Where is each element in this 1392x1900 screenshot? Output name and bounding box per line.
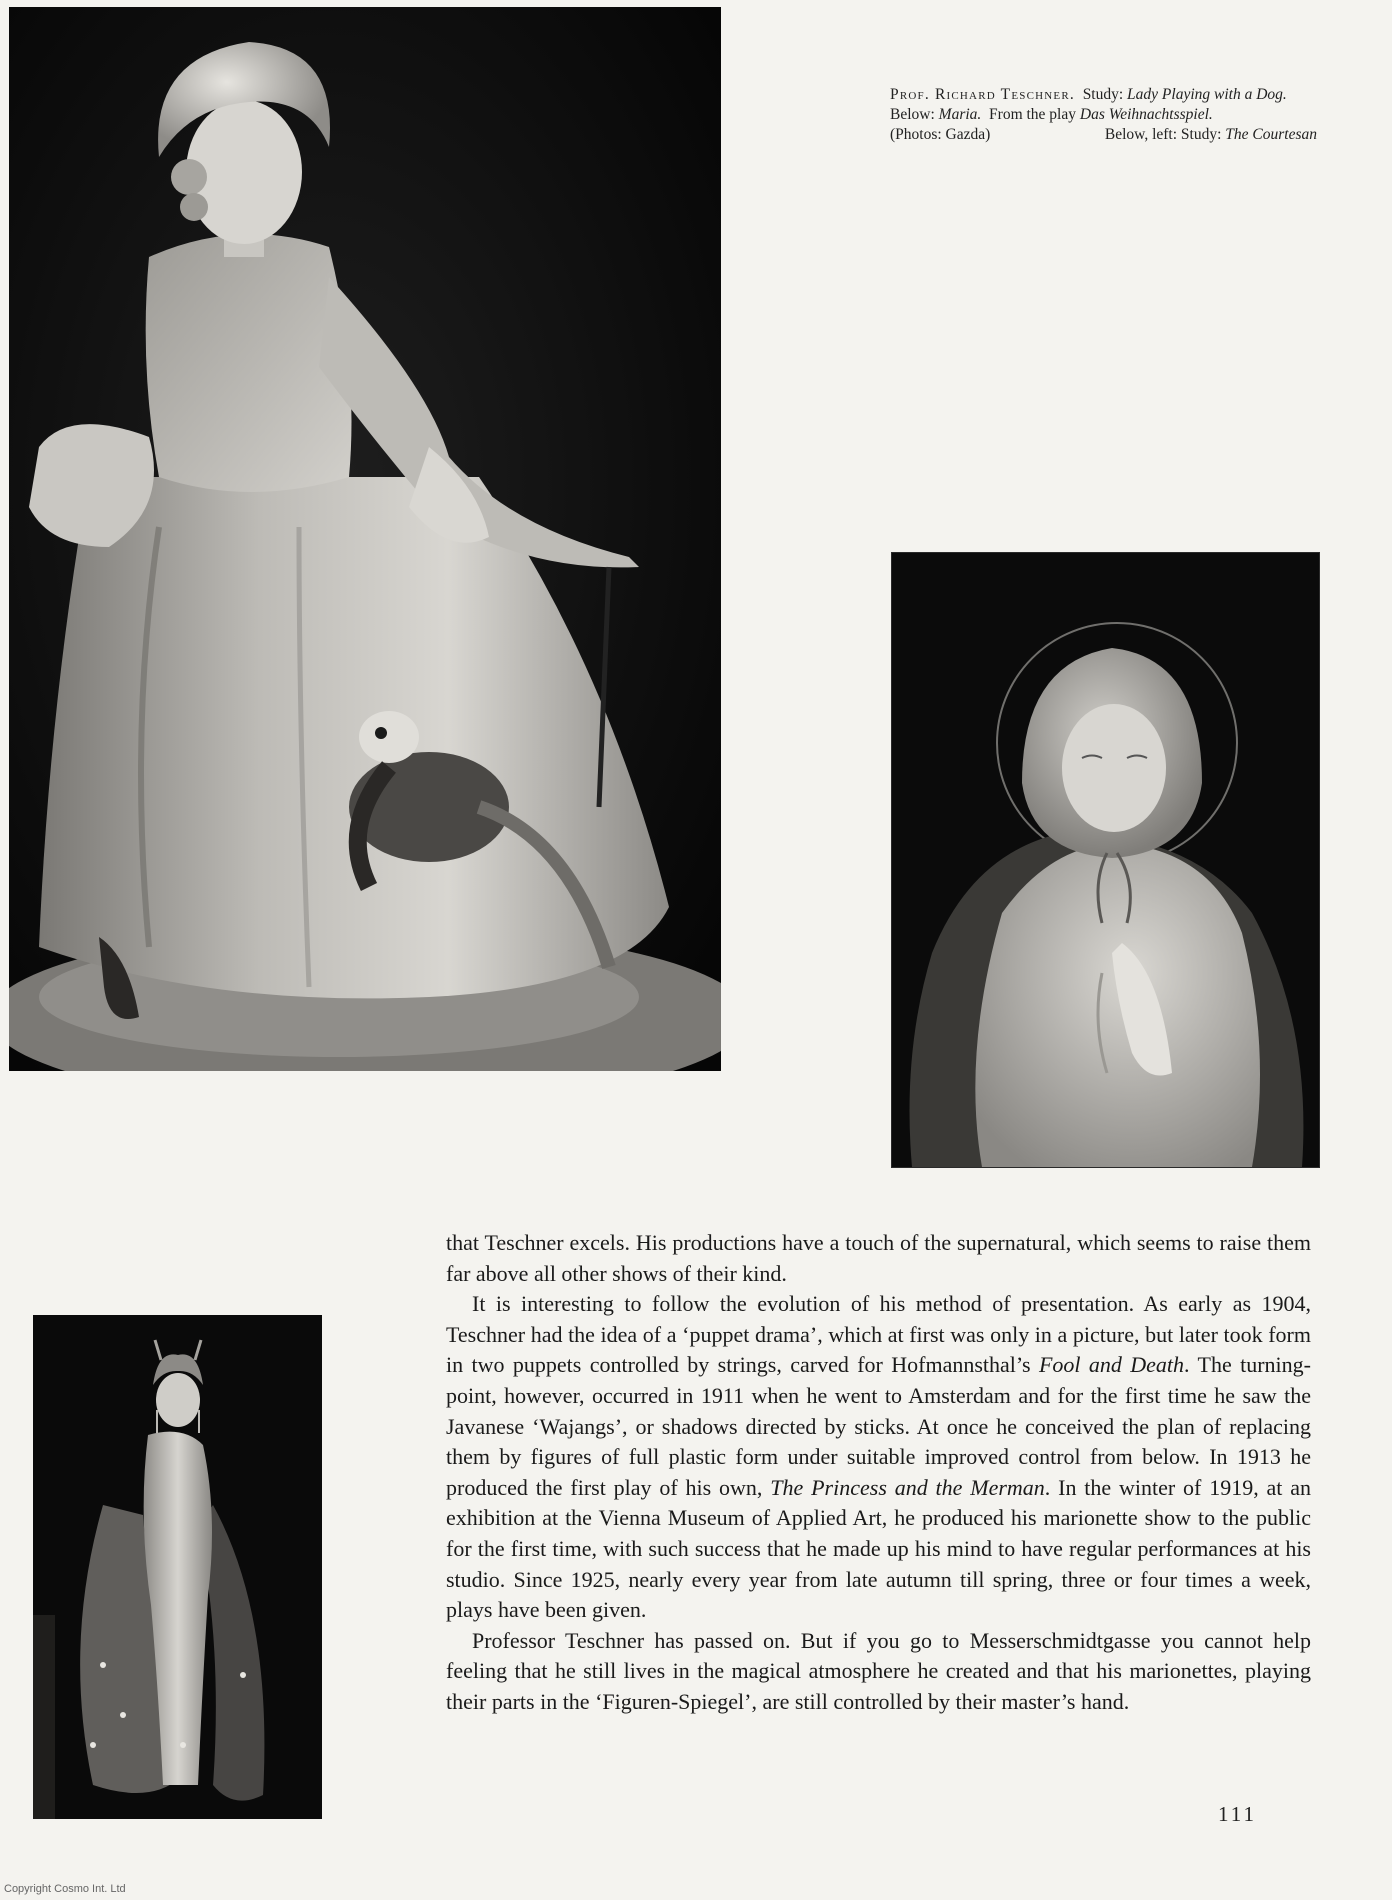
article-body	[446, 1228, 1311, 1718]
photo-caption	[890, 85, 1317, 145]
caption-study-title: Lady Playing with a Dog.	[1127, 86, 1287, 103]
caption-below-title: Maria.	[938, 106, 982, 123]
copyright-notice: Copyright Cosmo Int. Ltd	[4, 1883, 126, 1895]
caption-play-title: Das Weihnachtsspiel.	[1079, 106, 1213, 123]
paragraph-2-part-a: It is interesting to follow the evolution of his method of presentation. As early as 1904, Teschner had the idea of a ‘puppet drama’, which at first was only in a picture, but later took form in two puppets controlled by strings, carved for Hofmannsthal’s	[446, 1291, 1311, 1378]
paragraph-2-part-e: . In the winter of 1919, at an exhibition at the Vienna Museum of Applied Art, he produced his marionette show to the public for the first time, with such success that he made up his mind to have regular performances at his studio. Since 1925, nearly every year from late autumn till spring, three or four times a week, plays have been given.	[446, 1474, 1312, 1623]
paragraph-3: Professor Teschner has passed on. But if you go to Messerschmidtgasse you cannot help feeling that he still lives in the magical atmosphere he created and that his marionettes, playing their parts in the ‘Figuren-Spiegel’, are still controlled by their master’s hand.	[446, 1627, 1311, 1714]
paragraph-2	[446, 1289, 1311, 1626]
caption-study-label: Study:	[1082, 86, 1124, 103]
photo-the-courtesan	[33, 1315, 322, 1819]
page-number: 111	[1218, 1802, 1257, 1826]
photo-lady-playing-with-dog	[9, 7, 721, 1071]
title-princess-and-merman: The Princess and the Merman	[770, 1474, 1045, 1500]
caption-photos-credit: (Photos: Gazda)	[890, 126, 991, 143]
title-fool-and-death: Fool and Death	[1038, 1352, 1185, 1378]
caption-below-left-label: Below, left: Study:	[1104, 126, 1222, 143]
caption-author: Prof. Richard Teschner.	[890, 86, 1075, 103]
photo-maria	[892, 553, 1319, 1167]
caption-from-the-play: From the play	[989, 106, 1076, 123]
courtesan-figure-illustration	[33, 1315, 322, 1819]
paragraph-1: that Teschner excels. His productions have a touch of the supernatural, which seems to raise them far above all other shows of their kind.	[446, 1230, 1311, 1286]
paragraph-2-part-c: . The turning-point, however, occurred in 1911 when he went to Amsterdam and for the first time he saw the Javanese ‘Wajangs’, or shadows directed by sticks. At once he conceived the plan of replacing them by figures of full plastic form under suitable improved control from below. In 1913 he produced the first play of his own,	[446, 1352, 1311, 1500]
caption-below-label: Below:	[890, 106, 935, 123]
lady-figure-illustration	[9, 7, 721, 1071]
caption-below-left-title: The Courtesan	[1225, 126, 1317, 143]
maria-figure-illustration	[892, 553, 1319, 1167]
